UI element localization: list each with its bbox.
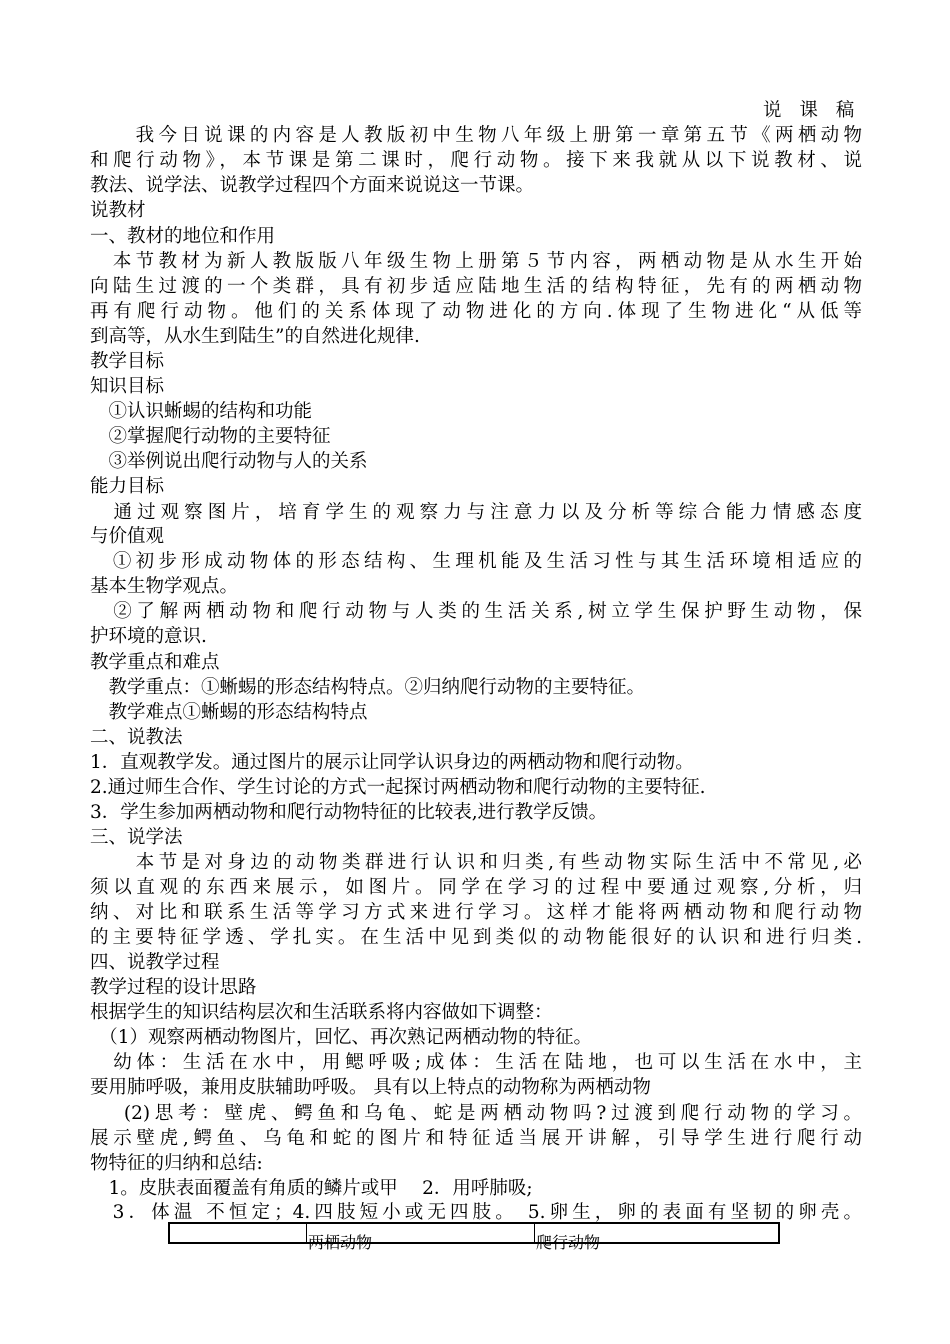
text-line: 二、说教法 xyxy=(90,727,183,748)
text-line: 教学难点①蜥蜴的形态结构特点 xyxy=(90,702,368,723)
text-line: 与价值观 xyxy=(90,526,165,547)
text-line: 说教材 xyxy=(90,200,146,221)
text-line: 本节是对身边的动物类群进行认识和归类,有些动物实际生活中不常见,必 xyxy=(90,852,862,873)
text-line: 向陆生过渡的一个类群，具有初步适应陆地生活的结构特征，先有的两栖动物 xyxy=(90,276,862,297)
text-line: （1）观察两栖动物图片，回忆、再次熟记两栖动物的特征。 xyxy=(90,1027,593,1048)
text-line: ②了解两栖动物和爬行动物与人类的生活关系,树立学生保护野生动物，保 xyxy=(90,601,862,622)
text-line: 三、说学法 xyxy=(90,827,183,848)
text-line: 护环境的意识. xyxy=(90,626,207,647)
document-title: 说 课 稿 xyxy=(763,100,861,121)
text-line: 根据学生的知识结构层次和生活联系将内容做如下调整： xyxy=(90,1002,553,1023)
text-line: 的主要特征学透、学扎实。在生活中见到类似的动物能很好的认识和进行归类. xyxy=(90,927,862,948)
text-line: 2.通过师生合作、学生讨论的方式一起探讨两栖动物和爬行动物的主要特征. xyxy=(90,777,706,798)
text-line: (2)思考：壁虎、鳄鱼和乌龟、蛇是两栖动物吗?过渡到爬行动物的学习。 xyxy=(90,1103,862,1124)
text-line: 我今日说课的内容是人教版初中生物八年级上册第一章第五节《两栖动物 xyxy=(90,125,862,146)
table-divider xyxy=(306,1224,307,1242)
text-line: 四、说教学过程 xyxy=(90,952,220,973)
text-line: 再有爬行动物。他们的关系体现了动物进化的方向.体现了生物进化“从低等 xyxy=(90,301,862,322)
text-line: 3．体温 不恒定；4.四肢短小或无四肢。 5.卵生，卵的表面有坚韧的卵壳。 xyxy=(90,1202,862,1223)
text-line: 教学目标 xyxy=(90,351,165,372)
text-line: 纳、对比和联系生活等学习方式来进行学习。这样才能将两栖动物和爬行动物 xyxy=(90,902,862,923)
text-line: 教学重点和难点 xyxy=(90,652,220,673)
text-line: ①认识蜥蜴的结构和功能 xyxy=(90,401,313,422)
text-line: 教学过程的设计思路 xyxy=(90,977,257,998)
text-line: ③举例说出爬行动物与人的关系 xyxy=(90,451,368,472)
table-divider xyxy=(534,1224,535,1242)
text-line: ①初步形成动物体的形态结构、生理机能及生活习性与其生活环境相适应的 xyxy=(90,551,862,572)
text-line: 要用肺呼吸，兼用皮肤辅助呼吸。 具有以上特点的动物称为两栖动物 xyxy=(90,1077,651,1098)
text-line: 须以直观的东西来展示，如图片。同学在学习的过程中要通过观察,分析，归 xyxy=(90,877,862,898)
text-line: 基本生物学观点。 xyxy=(90,576,239,597)
text-line: 教学重点：①蜥蜴的形态结构特点。②归纳爬行动物的主要特征。 xyxy=(90,677,646,698)
text-line: 1。皮肤表面覆盖有角质的鳞片或甲 2．用呼肺吸; xyxy=(90,1178,533,1199)
text-line: 和爬行动物》，本节课是第二课时，爬行动物。接下来我就从以下说教材、说 xyxy=(90,150,862,171)
comparison-table xyxy=(168,1222,780,1252)
text-line: ②掌握爬行动物的主要特征 xyxy=(90,426,331,447)
text-line: 物特征的归纳和总结: xyxy=(90,1153,263,1174)
text-line: 幼体：生活在水中，用鳃呼吸;成体：生活在陆地，也可以生活在水中，主 xyxy=(90,1052,862,1073)
text-line: 展示壁虎,鳄鱼、乌龟和蛇的图片和特征适当展开讲解，引导学生进行爬行动 xyxy=(90,1128,862,1149)
text-line: 本节教材为新人教版版八年级生物上册第５节内容，两栖动物是从水生开始 xyxy=(90,251,862,272)
text-line: 一、教材的地位和作用 xyxy=(90,226,276,247)
text-line: 3．学生参加两栖动物和爬行动物特征的比较表,进行教学反馈。 xyxy=(90,802,608,823)
text-line: 到高等，从水生到陆生”的自然进化规律. xyxy=(90,326,420,347)
text-line: 通过观察图片，培育学生的观察力与注意力以及分析等综合能力情感态度 xyxy=(90,502,862,523)
table-header-reptiles: 爬行动物 xyxy=(536,1233,601,1252)
text-line: 能力目标 xyxy=(90,476,165,497)
text-line: 教法、说学法、说教学过程四个方面来说说这一节课。 xyxy=(90,175,535,196)
text-line: 知识目标 xyxy=(90,376,165,397)
text-line: 1．直观教学发。通过图片的展示让同学认识身边的两栖动物和爬行动物。 xyxy=(90,752,694,773)
table-header-amphibians: 两栖动物 xyxy=(308,1233,373,1252)
